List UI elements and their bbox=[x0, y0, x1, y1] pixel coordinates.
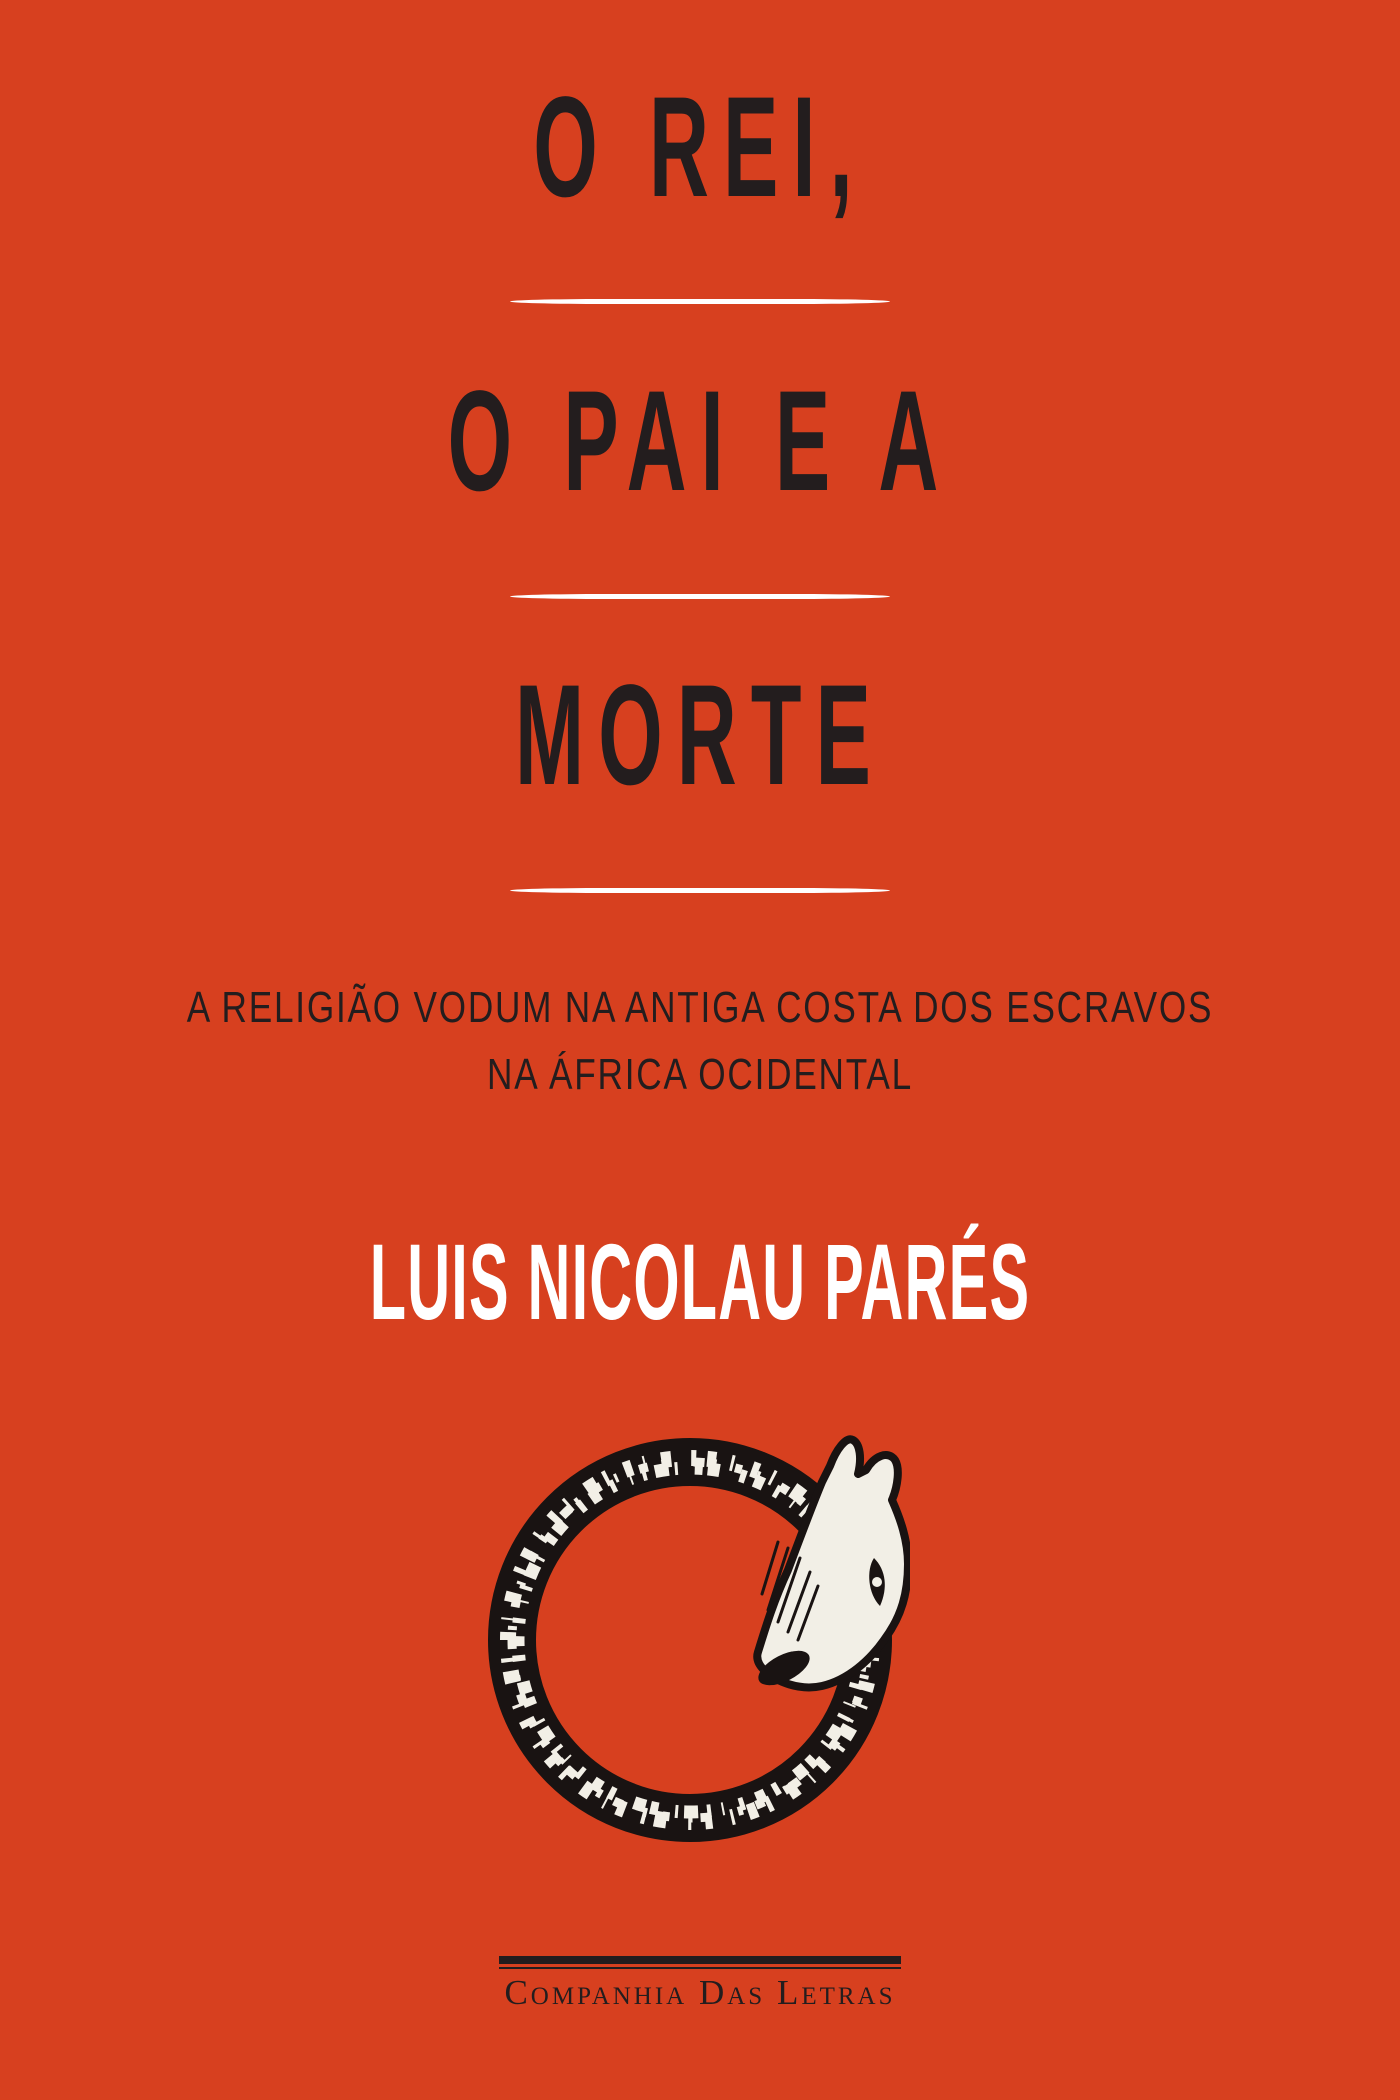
subtitle-line-2: NA ÁFRICA OCIDENTAL bbox=[487, 1050, 913, 1099]
publisher-rule-thin bbox=[499, 1967, 901, 1969]
author-name: LUIS NICOLAU PARÉS bbox=[369, 1221, 1031, 1342]
subtitle-line-1: A RELIGIÃO VODUM NA ANTIGA COSTA DOS ESCRAVOS bbox=[186, 983, 1214, 1032]
divider-rule bbox=[510, 888, 890, 893]
title-line-2: O PAI E A bbox=[447, 362, 953, 521]
title-line-1: O REI, bbox=[533, 68, 867, 227]
divider-rule bbox=[510, 594, 890, 599]
publisher-logo bbox=[0, 1956, 1400, 2013]
publisher-rule-thick bbox=[499, 1956, 901, 1964]
publisher-wordmark: Companhia Das Letras bbox=[504, 1973, 896, 2012]
divider-rule bbox=[510, 299, 890, 304]
title-line-3: MORTE bbox=[515, 656, 885, 815]
ouroboros-icon bbox=[470, 1430, 910, 1850]
